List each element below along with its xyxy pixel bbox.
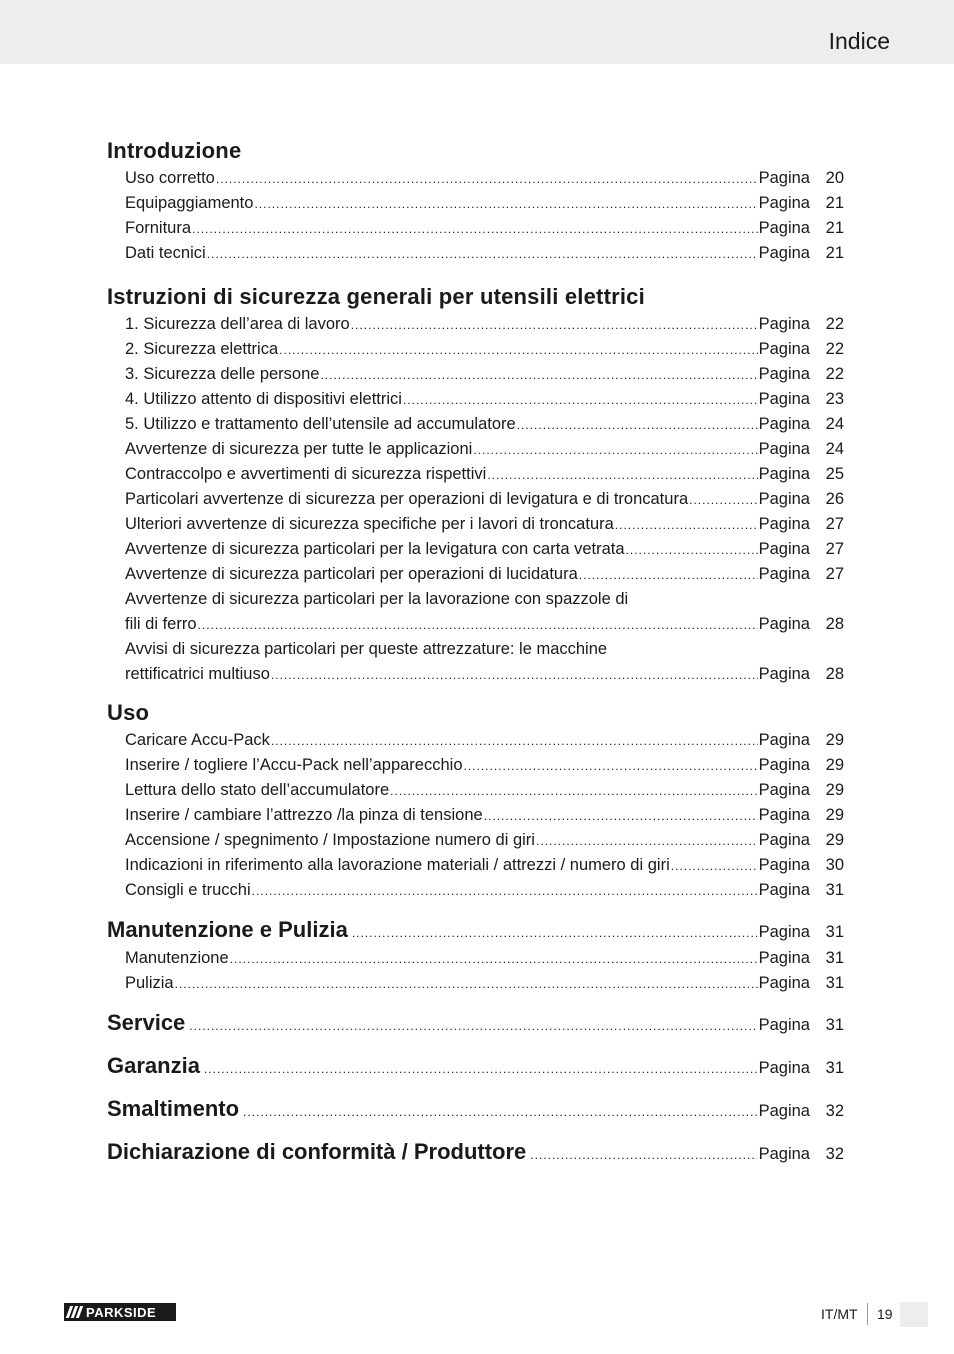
- entry-label: Contraccolpo e avvertimenti di sicurezza rispettivi: [125, 465, 487, 483]
- pagina-label: Pagina: [758, 315, 810, 333]
- page-number: 24: [825, 440, 844, 458]
- toc-entry: [107, 803, 844, 828]
- leader-dots: [230, 947, 758, 972]
- toc-entry: [107, 828, 844, 853]
- page-number: 22: [825, 315, 844, 333]
- section-entry-dichiarazione: [107, 1136, 844, 1168]
- logo-stripes-icon: [64, 1303, 84, 1321]
- page-number: 27: [825, 540, 844, 558]
- page-number: 30: [825, 856, 844, 874]
- page-number: 31: [825, 1016, 844, 1034]
- entry-label: Avvisi di sicurezza particolari per queste attrezzature: le macchine: [125, 640, 608, 658]
- table-of-contents: [107, 136, 844, 1168]
- pagina-label: Pagina: [758, 806, 810, 824]
- page-number: 29: [825, 756, 844, 774]
- page-number: 21: [825, 219, 844, 237]
- section-title: Smaltimento: [107, 1096, 240, 1121]
- pagina-label: Pagina: [758, 169, 810, 187]
- toc-entry: [107, 971, 844, 996]
- leader-dots: [243, 1096, 757, 1128]
- language-code: IT/MT: [821, 1306, 858, 1322]
- entry-label: Avvertenze di sicurezza particolari per la lavorazione con spazzole di: [125, 590, 629, 608]
- entry-label-line2: rettificatrici multiuso: [125, 665, 270, 683]
- pagina-label: Pagina: [758, 194, 810, 212]
- toc-section-sicurezza: [107, 282, 844, 687]
- leader-dots: [207, 242, 758, 267]
- toc-entry: [107, 166, 844, 191]
- page-number: 31: [825, 1059, 844, 1077]
- pagina-label: Pagina: [758, 465, 810, 483]
- entry-label: Accensione / spegnimento / Impostazione numero di giri: [125, 831, 535, 849]
- entry-label: Lettura dello stato dell’accumulatore: [125, 781, 390, 799]
- page-number: 26: [825, 490, 844, 508]
- section-entry: [107, 914, 844, 946]
- entry-label: Consigli e trucchi: [125, 881, 251, 899]
- page-number: 31: [825, 881, 844, 899]
- page-number: 31: [825, 949, 844, 967]
- footer-divider: [867, 1303, 868, 1325]
- pagina-label: Pagina: [758, 540, 810, 558]
- page-number: 29: [825, 831, 844, 849]
- entry-label: 3. Sicurezza delle persone: [125, 365, 320, 383]
- entry-label: Inserire / togliere l’Accu-Pack nell’apparecchio: [125, 756, 463, 774]
- leader-dots: [464, 754, 758, 779]
- entry-label: 5. Utilizzo e trattamento dell’utensile ad accumulatore: [125, 415, 516, 433]
- leader-dots: [473, 438, 757, 463]
- spacer: [107, 687, 844, 698]
- pagina-label: Pagina: [758, 856, 810, 874]
- pagina-label: Pagina: [758, 731, 810, 749]
- entry-label: Avvertenze di sicurezza per tutte le applicazioni: [125, 440, 473, 458]
- section-title: Introduzione: [107, 138, 242, 163]
- entry-label: Indicazioni in riferimento alla lavorazione materiali / attrezzi / numero di giri: [125, 856, 670, 874]
- pagina-label: Pagina: [758, 1102, 810, 1120]
- leader-dots: [192, 217, 758, 242]
- header-bar: [0, 0, 954, 64]
- entry-label: Caricare Accu-Pack: [125, 731, 270, 749]
- page-number: 21: [825, 194, 844, 212]
- toc-entry: [107, 728, 844, 753]
- toc-entry: [107, 562, 844, 587]
- toc-entry: [107, 241, 844, 266]
- page-number: 24: [825, 415, 844, 433]
- leader-dots: [390, 779, 757, 804]
- section-title: Service: [107, 1010, 186, 1035]
- page-number: 31: [825, 923, 844, 941]
- page-number: 27: [825, 515, 844, 533]
- toc-entry: [107, 487, 844, 512]
- page-number: 28: [825, 615, 844, 633]
- leader-dots: [279, 338, 757, 363]
- toc-entry: [107, 387, 844, 412]
- pagina-label: Pagina: [758, 831, 810, 849]
- spacer: [107, 266, 844, 282]
- entry-label: Fornitura: [125, 219, 192, 237]
- pagina-label: Pagina: [758, 781, 810, 799]
- toc-entry: [107, 512, 844, 537]
- pagina-label: Pagina: [758, 219, 810, 237]
- entry-label: Equipaggiamento: [125, 194, 254, 212]
- toc-entry: [107, 437, 844, 462]
- leader-dots: [536, 829, 758, 854]
- pagina-label: Pagina: [758, 756, 810, 774]
- toc-entry: [107, 753, 844, 778]
- page-number: 20: [825, 169, 844, 187]
- pagina-label: Pagina: [758, 440, 810, 458]
- pagina-label: Pagina: [758, 244, 810, 262]
- page-number: 27: [825, 565, 844, 583]
- leader-dots: [189, 1010, 756, 1042]
- leader-dots: [175, 972, 758, 997]
- pagina-label: Pagina: [758, 340, 810, 358]
- toc-entry: [107, 878, 844, 903]
- pagina-label: Pagina: [758, 923, 810, 941]
- pagina-label: Pagina: [758, 665, 810, 683]
- leader-dots: [484, 804, 758, 829]
- entry-label: Avvertenze di sicurezza particolari per la levigatura con carta vetrata: [125, 540, 625, 558]
- toc-entry: [107, 778, 844, 803]
- toc-entry-line1: [107, 587, 844, 612]
- entry-label: Dati tecnici: [125, 244, 206, 262]
- page-number: 23: [825, 390, 844, 408]
- toc-entry: [107, 462, 844, 487]
- toc-entry: [107, 312, 844, 337]
- leader-dots: [579, 563, 758, 588]
- parkside-logo: [64, 1303, 176, 1321]
- pagina-label: Pagina: [758, 490, 810, 508]
- spacer: [107, 996, 844, 1007]
- page-number: 32: [825, 1145, 844, 1163]
- section-entry-smaltimento: [107, 1093, 844, 1125]
- spacer: [107, 903, 844, 914]
- page-number: 28: [825, 665, 844, 683]
- entry-label: 2. Sicurezza elettrica: [125, 340, 279, 358]
- section-title: Uso: [107, 700, 150, 725]
- toc-entry: [107, 412, 844, 437]
- pagina-label: Pagina: [758, 974, 810, 992]
- footer-tab: [900, 1302, 928, 1327]
- leader-dots: [626, 538, 758, 563]
- page-number: 29: [825, 806, 844, 824]
- pagina-label: Pagina: [758, 615, 810, 633]
- entry-label: Inserire / cambiare l’attrezzo /la pinza di tensione: [125, 806, 483, 824]
- entry-label: Particolari avvertenze di sicurezza per operazioni di levigatura e di troncatura: [125, 490, 689, 508]
- pagina-label: Pagina: [758, 1145, 810, 1163]
- pagina-label: Pagina: [758, 949, 810, 967]
- toc-section-uso: [107, 698, 844, 903]
- toc-section-introduzione: [107, 136, 844, 266]
- pagina-label: Pagina: [758, 1016, 810, 1034]
- toc-entry: [107, 537, 844, 562]
- section-title: Manutenzione e Pulizia: [107, 917, 348, 942]
- entry-label: 1. Sicurezza dell’area di lavoro: [125, 315, 350, 333]
- leader-dots: [271, 729, 758, 754]
- leader-dots: [487, 463, 757, 488]
- section-title: Dichiarazione di conformità / Produttore: [107, 1139, 527, 1164]
- leader-dots: [198, 613, 758, 638]
- leader-dots: [320, 363, 757, 388]
- page-number: 31: [825, 974, 844, 992]
- toc-section-manutenzione: [107, 914, 844, 996]
- toc-entry: [107, 362, 844, 387]
- brand-name: PARKSIDE: [86, 1304, 157, 1320]
- page-number: 22: [825, 340, 844, 358]
- page-number: 32: [825, 1102, 844, 1120]
- pagina-label: Pagina: [758, 565, 810, 583]
- page-number: 29: [825, 731, 844, 749]
- leader-dots: [689, 488, 757, 513]
- leader-dots: [403, 388, 758, 413]
- pagina-label: Pagina: [758, 515, 810, 533]
- toc-entry: [107, 216, 844, 241]
- pagina-label: Pagina: [758, 1059, 810, 1077]
- entry-label: Avvertenze di sicurezza particolari per operazioni di lucidatura: [125, 565, 578, 583]
- leader-dots: [530, 1139, 756, 1171]
- toc-entry-line1: [107, 637, 844, 662]
- page-title: Indice: [828, 28, 890, 54]
- section-entry-service: [107, 1007, 844, 1039]
- section-title: Istruzioni di sicurezza generali per utensili elettrici: [107, 284, 645, 309]
- leader-dots: [351, 313, 758, 338]
- entry-label: Manutenzione: [125, 949, 229, 967]
- toc-entry: [107, 662, 844, 687]
- toc-entry: [107, 191, 844, 216]
- leader-dots: [216, 167, 758, 192]
- leader-dots: [671, 854, 758, 879]
- entry-label: Ulteriori avvertenze di sicurezza specifiche per i lavori di troncatura: [125, 515, 614, 533]
- entry-label: 4. Utilizzo attento di dispositivi elettrici: [125, 390, 402, 408]
- page-number: 25: [825, 465, 844, 483]
- leader-dots: [254, 192, 757, 217]
- toc-entry: [107, 946, 844, 971]
- page-number: 21: [825, 244, 844, 262]
- pagina-label: Pagina: [758, 365, 810, 383]
- leader-dots: [204, 1053, 757, 1085]
- leader-dots: [252, 879, 758, 904]
- page-number: 22: [825, 365, 844, 383]
- entry-label-line2: fili di ferro: [125, 615, 197, 633]
- page-number: 29: [825, 781, 844, 799]
- section-title: Garanzia: [107, 1053, 200, 1078]
- entry-label: Pulizia: [125, 974, 174, 992]
- leader-dots: [271, 663, 758, 688]
- leader-dots: [517, 413, 758, 438]
- toc-entry: [107, 337, 844, 362]
- pagina-label: Pagina: [758, 415, 810, 433]
- toc-entry: [107, 853, 844, 878]
- page-number-footer: 19: [877, 1306, 893, 1322]
- pagina-label: Pagina: [758, 390, 810, 408]
- leader-dots: [615, 513, 758, 538]
- entry-label: Uso corretto: [125, 169, 215, 187]
- leader-dots: [352, 917, 757, 949]
- pagina-label: Pagina: [758, 881, 810, 899]
- toc-entry: [107, 612, 844, 637]
- section-entry-garanzia: [107, 1050, 844, 1082]
